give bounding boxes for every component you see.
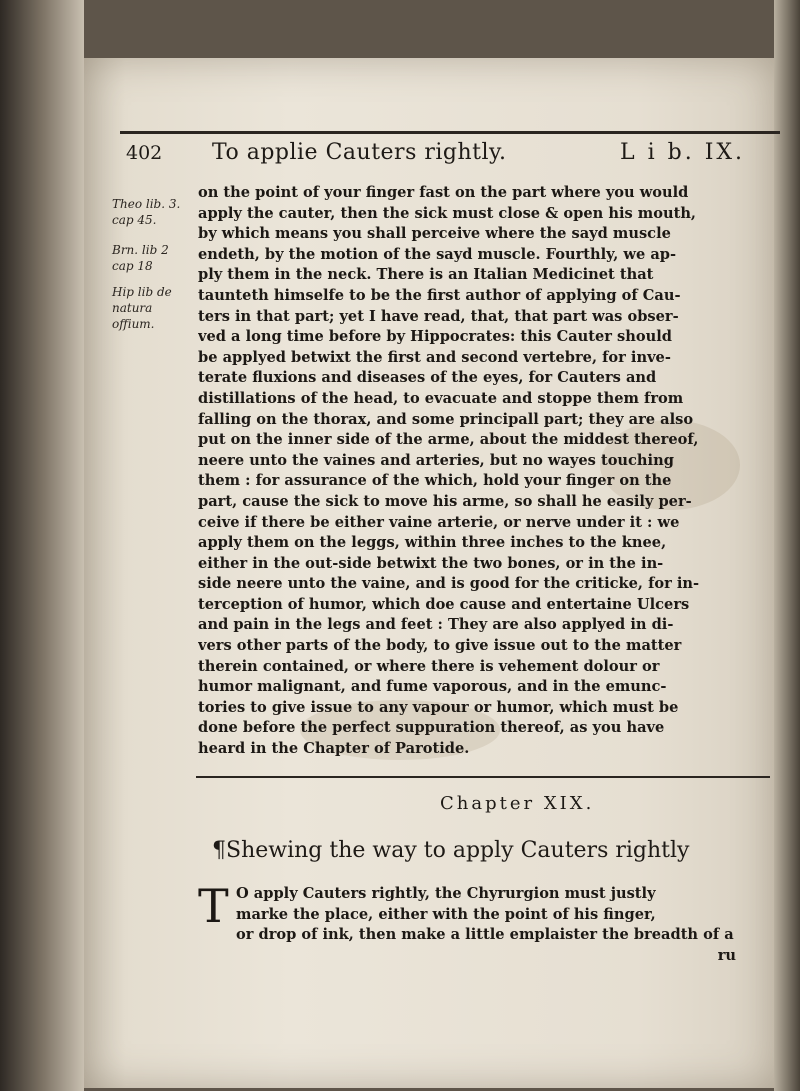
text-line: ply them in the neck. There is an Italian Medicinet that [198, 266, 654, 284]
page-number: 402 [126, 142, 163, 164]
text-line: humor malignant, and fume vaporous, and in the emunc- [198, 678, 667, 696]
chapter-paragraph [198, 879, 766, 966]
header-rule [120, 131, 780, 134]
text-line: or drop of ink, then make a little emplaister the breadth of a [236, 926, 734, 944]
margin-note: Brn. lib 2 cap 18 [112, 243, 169, 273]
catchword: ru [717, 946, 736, 964]
text-line: neere unto the vaines and arteries, but no wayes touching [198, 451, 674, 469]
text-line: on the point of your finger fast on the part where you would [198, 184, 689, 201]
text-line: either in the out-side betwixt the two bones, or in the in- [198, 554, 664, 572]
text-line: taunteth himselfe to be the first author of applying of Cau- [198, 286, 681, 304]
chapter-rule [196, 776, 770, 778]
text-line: terate fluxions and diseases of the eyes, for Cauters and [198, 369, 657, 387]
text-line: them : for assurance of the which, hold your finger on the [198, 472, 672, 490]
text-line: distillations of the head, to evacuate and stoppe them from [198, 389, 684, 407]
running-title: To applie Cauters rightly. [212, 140, 507, 165]
text-line: put on the inner side of the arme, about the middest thereof, [198, 431, 699, 449]
text-line: apply the cauter, then the sick must close & open his mouth, [198, 204, 697, 222]
drop-cap: T [198, 879, 229, 933]
running-header [0, 136, 800, 176]
text-line: by which means you shall perceive where the sayd muscle [198, 225, 671, 243]
text-line: heard in the Chapter of Parotide. [198, 740, 470, 758]
text-line: marke the place, either with the point of his finger, [236, 905, 656, 923]
text-line: apply them on the leggs, within three inches to the knee, [198, 534, 667, 552]
chapter-heading: Chapter XIX. [440, 793, 595, 814]
margin-note: Theo lib. 3. cap 45. [112, 197, 181, 227]
text-line: terception of humor, which doe cause and entertaine Ulcers [198, 595, 690, 613]
text-line: part, cause the sick to move his arme, so shall he easily per- [198, 492, 692, 510]
text-line: and pain in the legs and feet : They are also applyed in di- [198, 616, 674, 634]
text-line: ceive if there be either vaine arterie, or nerve under it : we [198, 513, 680, 531]
chapter-subtitle: ¶Shewing the way to apply Cauters rightly [212, 838, 690, 863]
main-paragraph [198, 183, 766, 760]
text-line: endeth, by the motion of the sayd muscle. Fourthly, we ap- [198, 245, 677, 263]
text-line: ved a long time before by Hippocrates: this Cauter should [198, 328, 672, 346]
book-reference: L i b. IX. [620, 140, 746, 165]
text-line: be applyed betwixt the first and second vertebre, for inve- [198, 348, 671, 366]
text-line: O apply Cauters rightly, the Chyrurgion must justly [236, 885, 656, 902]
text-line: therein contained, or where there is vehement dolour or [198, 657, 660, 675]
text-line: tories to give issue to any vapour or humor, which must be [198, 698, 679, 716]
text-line: ters in that part; yet I have read, that, that part was obser- [198, 307, 679, 325]
margin-note: Hip lib de natura offium. [112, 285, 172, 331]
text-line: side neere unto the vaine, and is good for the criticke, for in- [198, 575, 700, 593]
text-line: falling on the thorax, and some principall part; they are also [198, 410, 694, 428]
text-line: done before the perfect suppuration thereof, as you have [198, 719, 665, 737]
text-line: vers other parts of the body, to give issue out to the matter [198, 637, 682, 655]
